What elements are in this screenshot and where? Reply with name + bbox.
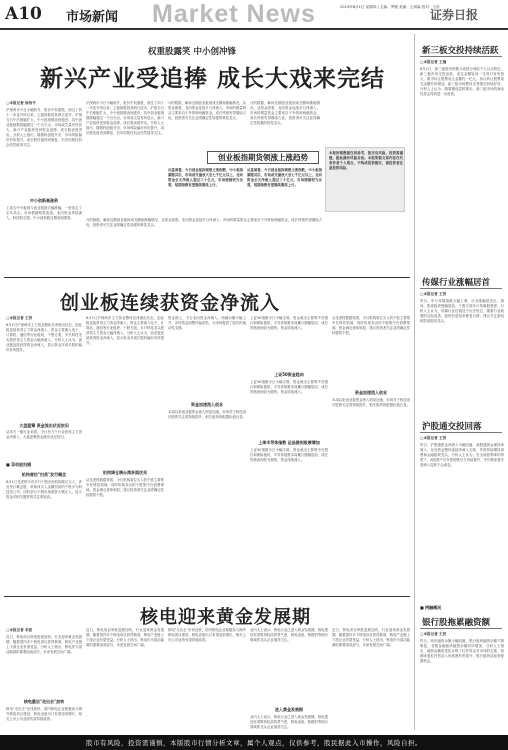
lead-kicker: 权重股露笑 中小创冲锋: [148, 47, 236, 57]
mid-byline: □本报记者 王洪: [6, 316, 33, 320]
sidebar-byline-4: □本报记者 王洪: [420, 632, 447, 636]
sidebar-body-2: 昨日，申万传媒指数大幅上涨，行业涨幅居首位，游戏、影视板块涨幅居前，个股方面多只传媒股涨停，分析人士认为，传媒行业估值处于历史低位，随着行业政策的边际改善，板块有望迎来修复行情，建议关注游戏和影视院线龙头。: [420, 299, 504, 323]
sidebar-divider: [414, 34, 415, 730]
mid-body-col4: 上证50指数今日小幅走弱，资金流出主要集中在银行和保险板块，半导体指数本周累计涨幅居前，成长风格表现较为强势，资金持续流入。: [250, 316, 328, 330]
lead-body-col3: 月的数据，解读近期创业板指成交额和涨幅情况，从资金面看，北向资金连续多日净流入，市场的增量资金主要来自于外资和两融资金，成长风格有望继续占优，投资者可关注业绩确定性较强的科技龙头。: [168, 101, 246, 120]
mid-body-col3: 资金面上，今日北向资金净流入，两融余额小幅上升，市场资金面整体偏宽松，为市场提供了较好的流动性支撑。: [168, 316, 246, 330]
lead-byline: □本报记者 徐伟平: [6, 101, 36, 105]
bottom-subhead-1: 核电重启"走出去"加快: [23, 699, 65, 704]
mid-body-col5: 从龙虎榜数据来看，今日机构席位买入的个股主要集中在科技领域，同时机构卖出的个股集中在消费领域，资金调仓迹象明显，建议投资者关注业绩确定性较强的个股。: [332, 316, 410, 335]
risk-footer: [0, 735, 508, 750]
disclaimer-text: 本报所载数据仅供参考，股市有风险，投资需谨慎，据此操作风险自担。本报所载文章内容仅代表作者个人观点，不构成投资建议，请投资者注意投资风险。: [329, 151, 403, 170]
sidebar-byline-1: □本报记者 王瑞: [420, 60, 447, 64]
bottom-body-col2: 近日，核电项目审批进展加快，行业迎来黄金发展期，随着国内多个核电项目获得核准，核电产业链上下游企业有望受益，分析人士指出，核电作为清洁能源的重要组成部分，未来发展空间广阔。: [86, 628, 164, 647]
section-watermark: Market News: [152, 0, 316, 28]
sidebar-body-3: 昨日，沪股通资金净流入小幅回落，深股通资金保持净流入，北向资金整体延续净流入态势，外资持续增持消费和金融板块龙头，分析人士认为，在全球低利率的背景下，A股资产对外资的吸引力持续提升，中长期来看外资流入趋势不会改变。: [420, 443, 504, 467]
bottom-subhead-2: 进入黄金发展期: [275, 707, 303, 712]
sidebar-byline-2: □本报记者 王洪: [420, 292, 447, 296]
sidebar-headline-2: 传媒行业涨幅居首: [422, 278, 491, 288]
mid-body-col3b: 本周以来创业板资金流入明显加速，市场对于科技成长股的关注度持续提升，相关板块的配置价值凸显。: [168, 410, 246, 419]
newspaper-name: 证券日报: [430, 8, 479, 22]
sidebar-headline-1: 新三板交投持续活跃: [422, 46, 499, 56]
bottom-headline: 核电迎来黄金发展期: [140, 607, 311, 628]
bottom-body-col4: 业内人士表示，核电行业已进入黄金发展期，核电建设有望维持较高的景气度，核电设备、核燃料等细分领域的龙头企业值得关注。: [250, 628, 328, 642]
sidebar-headline-4: 银行股拖累融资额: [422, 618, 491, 628]
mid-body-col1: 8月1日沪深两市主力资金整体呈净流出状态，创业板连续获得主力资金净流入，资金主要流入电子、计算机、通信等行业板块，个股方面，多只科技龙头股获得主力资金大幅净流入，分析人士认为，创业板连续获得资金净流入，显示资金对成长股的偏好有所提升。: [6, 323, 82, 352]
sidebar-bullet: ■ 两融概况: [420, 605, 442, 610]
bottom-body-col4b: 业内人士表示，核电行业已进入黄金发展期，核电建设有望维持较高的景气度，核电设备、核燃料等细分领域的龙头企业值得关注。: [250, 715, 328, 729]
sidebar-rule-2: [420, 288, 502, 289]
mid-body-col1c: 8月1日龙虎榜中有多只个股出现机构席位买入，涉及发行概念股，机构净买入金额居前的个股多为科技类公司，同时部分个股出现游资大额买入，显示资金对相关题材的关注度较高。: [6, 480, 82, 499]
mid-subhead-1: 大盘蓝筹 资金流出状况依旧: [19, 423, 69, 428]
box-body-right: 从盘面看，今日创业板指领涨主要指数，中小板指紧随其后，市场成交量放大至七千亿元以上，北向资金全天净流入超过三十亿元，市场情绪较为乐观，短期指数有望继续震荡上行。: [247, 168, 322, 187]
mid-headline: 创业板连续获资金净流入: [60, 292, 281, 314]
bottom-byline: □本报记者 李波: [6, 628, 33, 632]
lead-headline: 新兴产业受追捧 成长大戏来完结: [40, 65, 386, 92]
lead-body-col2: 沪深两市今日小幅收升，报价中权重股，面过了四十一市连升所以来，主板指数因其两日逆市，沪指当日午后涨幅扩大，中小创指数表现强劲，其中创业板指数涨幅超过一个百分点，市场成交量有所放大，新兴产业板块受到资金追捧，成长股表现突出。分析人士指出，随着科创板开市，市场风险偏好有所提升，成长股估值得到修复，后市结构性机会仍然值得关注。: [86, 101, 164, 135]
bottom-body-col5: 近日，核电项目审批进展加快，行业迎来黄金发展期，随着国内多个核电项目获得核准，核电产业链上下游企业有望受益，分析人士指出，核电作为清洁能源的重要组成部分，未来发展空间广阔。: [332, 628, 410, 647]
sidebar-body-4: 昨日，两市融资余额小幅回落，银行板块融资余额下降明显，非银金融板块融资余额有所增加，分析人士指出，融资余额的变化反映了杠杆资金对市场的态度，短期来看杠杆资金入场意愿有所提升，银行板块或迎来配置机会。: [420, 639, 504, 663]
risk-footer-text: 股市有风险，投资需谨慎，本版股市行情分析文章，属个人观点，仅供参考，股民据此入市操作，风险自担。: [86, 739, 422, 747]
mid-subhead-3: 机构调仓满台湾多面次买: [103, 470, 147, 475]
box-body-left: 从盘面看，今日创业板指领涨主要指数，中小板指紧随其后，市场成交量放大至七千亿元以上，北向资金全天净流入超过三十亿元，市场情绪较为乐观，短期指数有望继续震荡上行。: [168, 168, 243, 187]
lead-body-col1: 沪深两市今日小幅收升，报价中权重股，面过了四十一市连升所以来，主板指数因其两日逆市，沪指当日午后涨幅扩大，中小创指数表现强劲，其中创业板指数涨幅超过一个百分点，市场成交量有所放大，新兴产业板块受到资金追捧，成长股表现突出。分析人士指出，随着科创板开市，市场风险偏好有所提升，成长股估值得到修复，后市结构性机会仍然值得关注。: [6, 108, 82, 147]
bottom-body-col1: 近日，核电项目审批进展加快，行业迎来黄金发展期，随着国内多个核电项目获得核准，核电产业链上下游企业有望受益，分析人士指出，核电作为清洁能源的重要组成部分，未来发展空间广阔。: [6, 635, 82, 654]
sidebar-rule-3: [420, 432, 502, 433]
page-header: [0, 0, 508, 30]
sidebar-rule-1: [420, 56, 502, 57]
box-headline: 创业板指期货领涨上涨趋势: [207, 151, 319, 164]
mid-body-col2: 8月1日沪深两市主力资金整体呈净流出状态，创业板连续获得主力资金净流入，资金主要流入电子、计算机、通信等行业板块，个股方面，多只科技龙头股获得主力资金大幅净流入，分析人士认为，创业板连续获得资金净流入，显示资金对成长股的偏好有所提升。: [86, 316, 164, 345]
mid-subhead-6: 上周半导体指数 运品做到股票增加: [258, 440, 320, 445]
mid-subhead-7: 资金加速流入创业: [355, 390, 387, 395]
box-lower-text: 月的数据，解读近期创业板指成交额和涨幅情况，从资金面看，北向资金连续多日净流入，市场的增量资金主要来自于外资和两融资金，成长风格有望继续占优，投资者可关注业绩确定性较强的科技龙头。: [86, 218, 322, 227]
bottom-rule: [4, 596, 410, 597]
lead-body-col1b: 上周五中小板指与创业板指大幅涨幅，一度冲击了去年高点，市场情绪明显改善，北向资金持续流入，科技股走强，中小创指数近期表现强势。: [6, 206, 82, 220]
section-name: 市场新闻: [66, 10, 119, 25]
page-number: A10: [5, 4, 42, 24]
disclaimer-box: [325, 147, 405, 212]
sidebar-headline-3: 沪股通交投回落: [422, 422, 482, 432]
bottom-body-col3: 核电"走出去"步伐加快，国内核电企业积极参与海外核电项目建设，核电设备出口有望迎来增长，相关上市公司业绩有望持续改善。: [168, 628, 246, 642]
mid-body-col5b: 本周以来创业板资金流入明显加速，市场对于科技成长股的关注度持续提升，相关板块的配置价值凸显。: [332, 398, 410, 407]
sidebar-byline-3: □本报记者 王洪: [420, 436, 447, 440]
sidebar-rule-4: [420, 628, 502, 629]
mid-rule: [4, 277, 410, 278]
mid-body-col4c: 上证50指数今日小幅走弱，资金流出主要集中在银行和保险板块，半导体指数本周累计涨幅居前，成长风格表现较为强势，资金持续流入。: [250, 448, 328, 462]
mid-bullet: ■ 异动股扫描: [6, 462, 32, 467]
lead-body-col4: 月的数据，解读近期创业板指成交额和涨幅情况，从资金面看，北向资金连续多日净流入，市场的增量资金主要来自于外资和两融资金，成长风格有望继续占优，投资者可关注业绩确定性较强的科技龙头。: [250, 101, 320, 125]
mid-subhead-2: 机构席位"扫货"发行概念: [21, 472, 67, 477]
bottom-body-col1b: 核电"走出去"步伐加快，国内核电企业积极参与海外核电项目建设，核电设备出口有望迎来增长，相关上市公司业绩有望持续改善。: [6, 707, 82, 721]
issue-meta: 2019年8月1日 星期四 | 主编：罗刚 美编：王润森 校对：王洪: [340, 5, 440, 9]
sidebar-body-1: 8月1日，新三板做市指数与成指分别收于七百点附近，新三板市场交投活跃，成交金额较前一交易日有所放大，做市转让股票成交金额约一亿元，协议转让股票成交金额有所增加，新三板市场整体交易情况持续好转，分析人士认为，随着精选层的推出，新三板市场的流动性将会得到进一步改善。: [420, 67, 504, 96]
lead-subhead: 中小创新高涨资: [30, 198, 58, 203]
mid-body-col2b: 从龙虎榜数据来看，今日机构席位买入的个股主要集中在科技领域，同时机构卖出的个股集中在消费领域，资金调仓迹象明显，建议投资者关注业绩确定性较强的个股。: [86, 478, 164, 497]
mid-subhead-4: 资金加速流入创业: [191, 402, 223, 407]
mid-body-col1b: 从申万一级行业来看，今日有九个行业获得主力资金净流入，大盘蓝筹资金流出状况依旧。: [6, 430, 82, 439]
mid-body-col4b: 上证50指数今日小幅走弱，资金流出主要集中在银行和保险板块，半导体指数本周累计涨幅居前，成长风格表现较为强势，资金持续流入。: [250, 380, 328, 394]
mid-subhead-5: 上证50资金趋向: [274, 372, 304, 377]
